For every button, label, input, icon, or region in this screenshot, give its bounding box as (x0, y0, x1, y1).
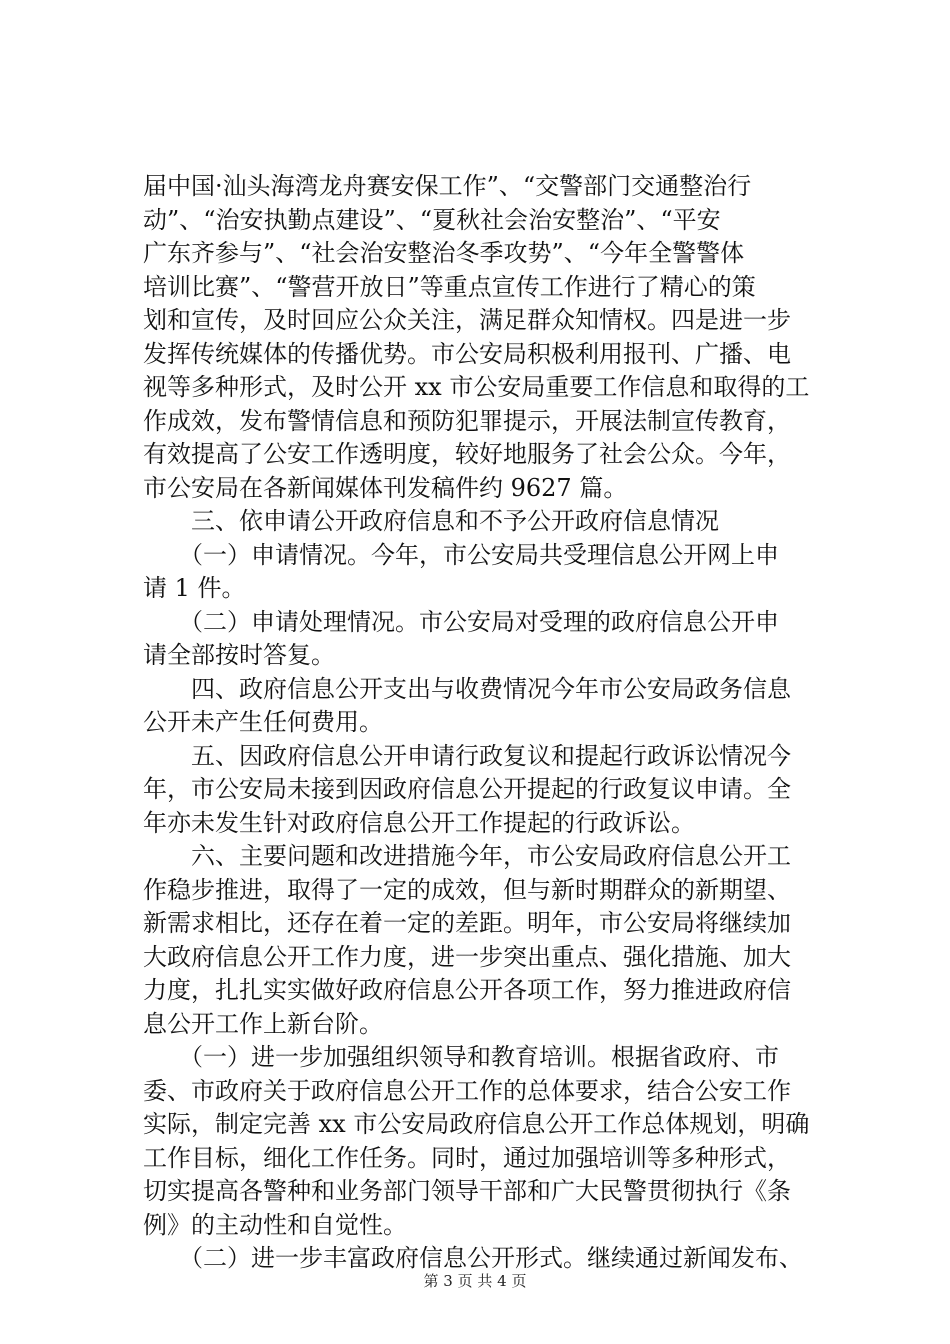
document-body (143, 170, 843, 1276)
text-line: 划和宣传，及时回应公众关注，满足群众知情权。四是进一步 (143, 306, 791, 334)
text-line: （一）申请情况。今年，市公安局共受理信息公开网上申 (143, 540, 779, 569)
text-line: 例》的主动性和自觉性。 (143, 1210, 407, 1239)
text-line: 届中国·汕头海湾龙舟赛安保工作”、“交警部门交通整治行 (143, 172, 752, 200)
text-line: 新需求相比，还存在着一定的差距。明年，市公安局将继续加 (143, 909, 791, 937)
text-line: 培训比赛”、“警营开放日”等重点宣传工作进行了精心的策 (143, 272, 756, 301)
text-line: 有效提高了公安工作透明度，较好地服务了社会公众。今年， (143, 440, 791, 468)
text-line: （一）进一步加强组织领导和教育培训。根据省政府、市 (143, 1043, 779, 1071)
text-line: 作成效，发布警情信息和预防犯罪提示，开展法制宣传教育， (143, 406, 791, 435)
text-line: 息公开工作上新台阶。 (143, 1009, 383, 1038)
text-line: 力度，扎扎实实做好政府信息公开各项工作，努力推进政府信 (143, 976, 791, 1004)
text-line: 三、依申请公开政府信息和不予公开政府信息情况 (143, 507, 719, 535)
text-line: 年亦未发生针对政府信息公开工作提起的行政诉讼。 (143, 808, 695, 837)
text-line: 广东齐参与”、“社会治安整治冬季攻势”、“今年全警警体 (143, 239, 745, 267)
text-line: 作稳步推进，取得了一定的成效，但与新时期群众的新期望、 (143, 875, 791, 904)
text-line: 请全部按时答复。 (143, 641, 335, 669)
text-line: 公开未产生任何费用。 (143, 708, 383, 736)
text-line: （二）申请处理情况。市公安局对受理的政府信息公开申 (143, 607, 779, 636)
text-line: 市公安局在各新闻媒体刊发稿件约 9627 篇。 (143, 473, 628, 502)
text-line: 四、政府信息公开支出与收费情况今年市公安局政务信息 (143, 674, 791, 703)
text-line: 视等多种形式，及时公开 xx 市公安局重要工作信息和取得的工 (143, 373, 810, 401)
text-line: 请 1 件。 (143, 574, 246, 602)
page-footer: 第 3 页 共 4 页 (423, 1272, 527, 1290)
text-line: 大政府信息公开工作力度，进一步突出重点、强化措施、加大 (143, 942, 791, 971)
text-line: 年，市公安局未接到因政府信息公开提起的行政复议申请。全 (143, 775, 791, 803)
text-line: 动”、“治安执勤点建设”、“夏秋社会治安整治”、“平安 (143, 205, 721, 234)
text-line: 切实提高各警种和业务部门领导干部和广大民警贯彻执行《条 (143, 1177, 791, 1205)
text-line: 五、因政府信息公开申请行政复议和提起行政诉讼情况今 (143, 741, 791, 770)
text-line: （二）进一步丰富政府信息公开形式。继续通过新闻发布、 (143, 1244, 803, 1272)
text-line: 工作目标，细化工作任务。同时，通过加强培训等多种形式， (143, 1143, 791, 1172)
text-line: 发挥传统媒体的传播优势。市公安局积极利用报刊、广播、电 (143, 339, 791, 368)
text-line: 六、主要问题和改进措施今年，市公安局政府信息公开工 (143, 842, 791, 870)
text-line: 实际，制定完善 xx 市公安局政府信息公开工作总体规划，明确 (143, 1110, 810, 1138)
text-line: 委、市政府关于政府信息公开工作的总体要求，结合公安工作 (143, 1076, 791, 1105)
